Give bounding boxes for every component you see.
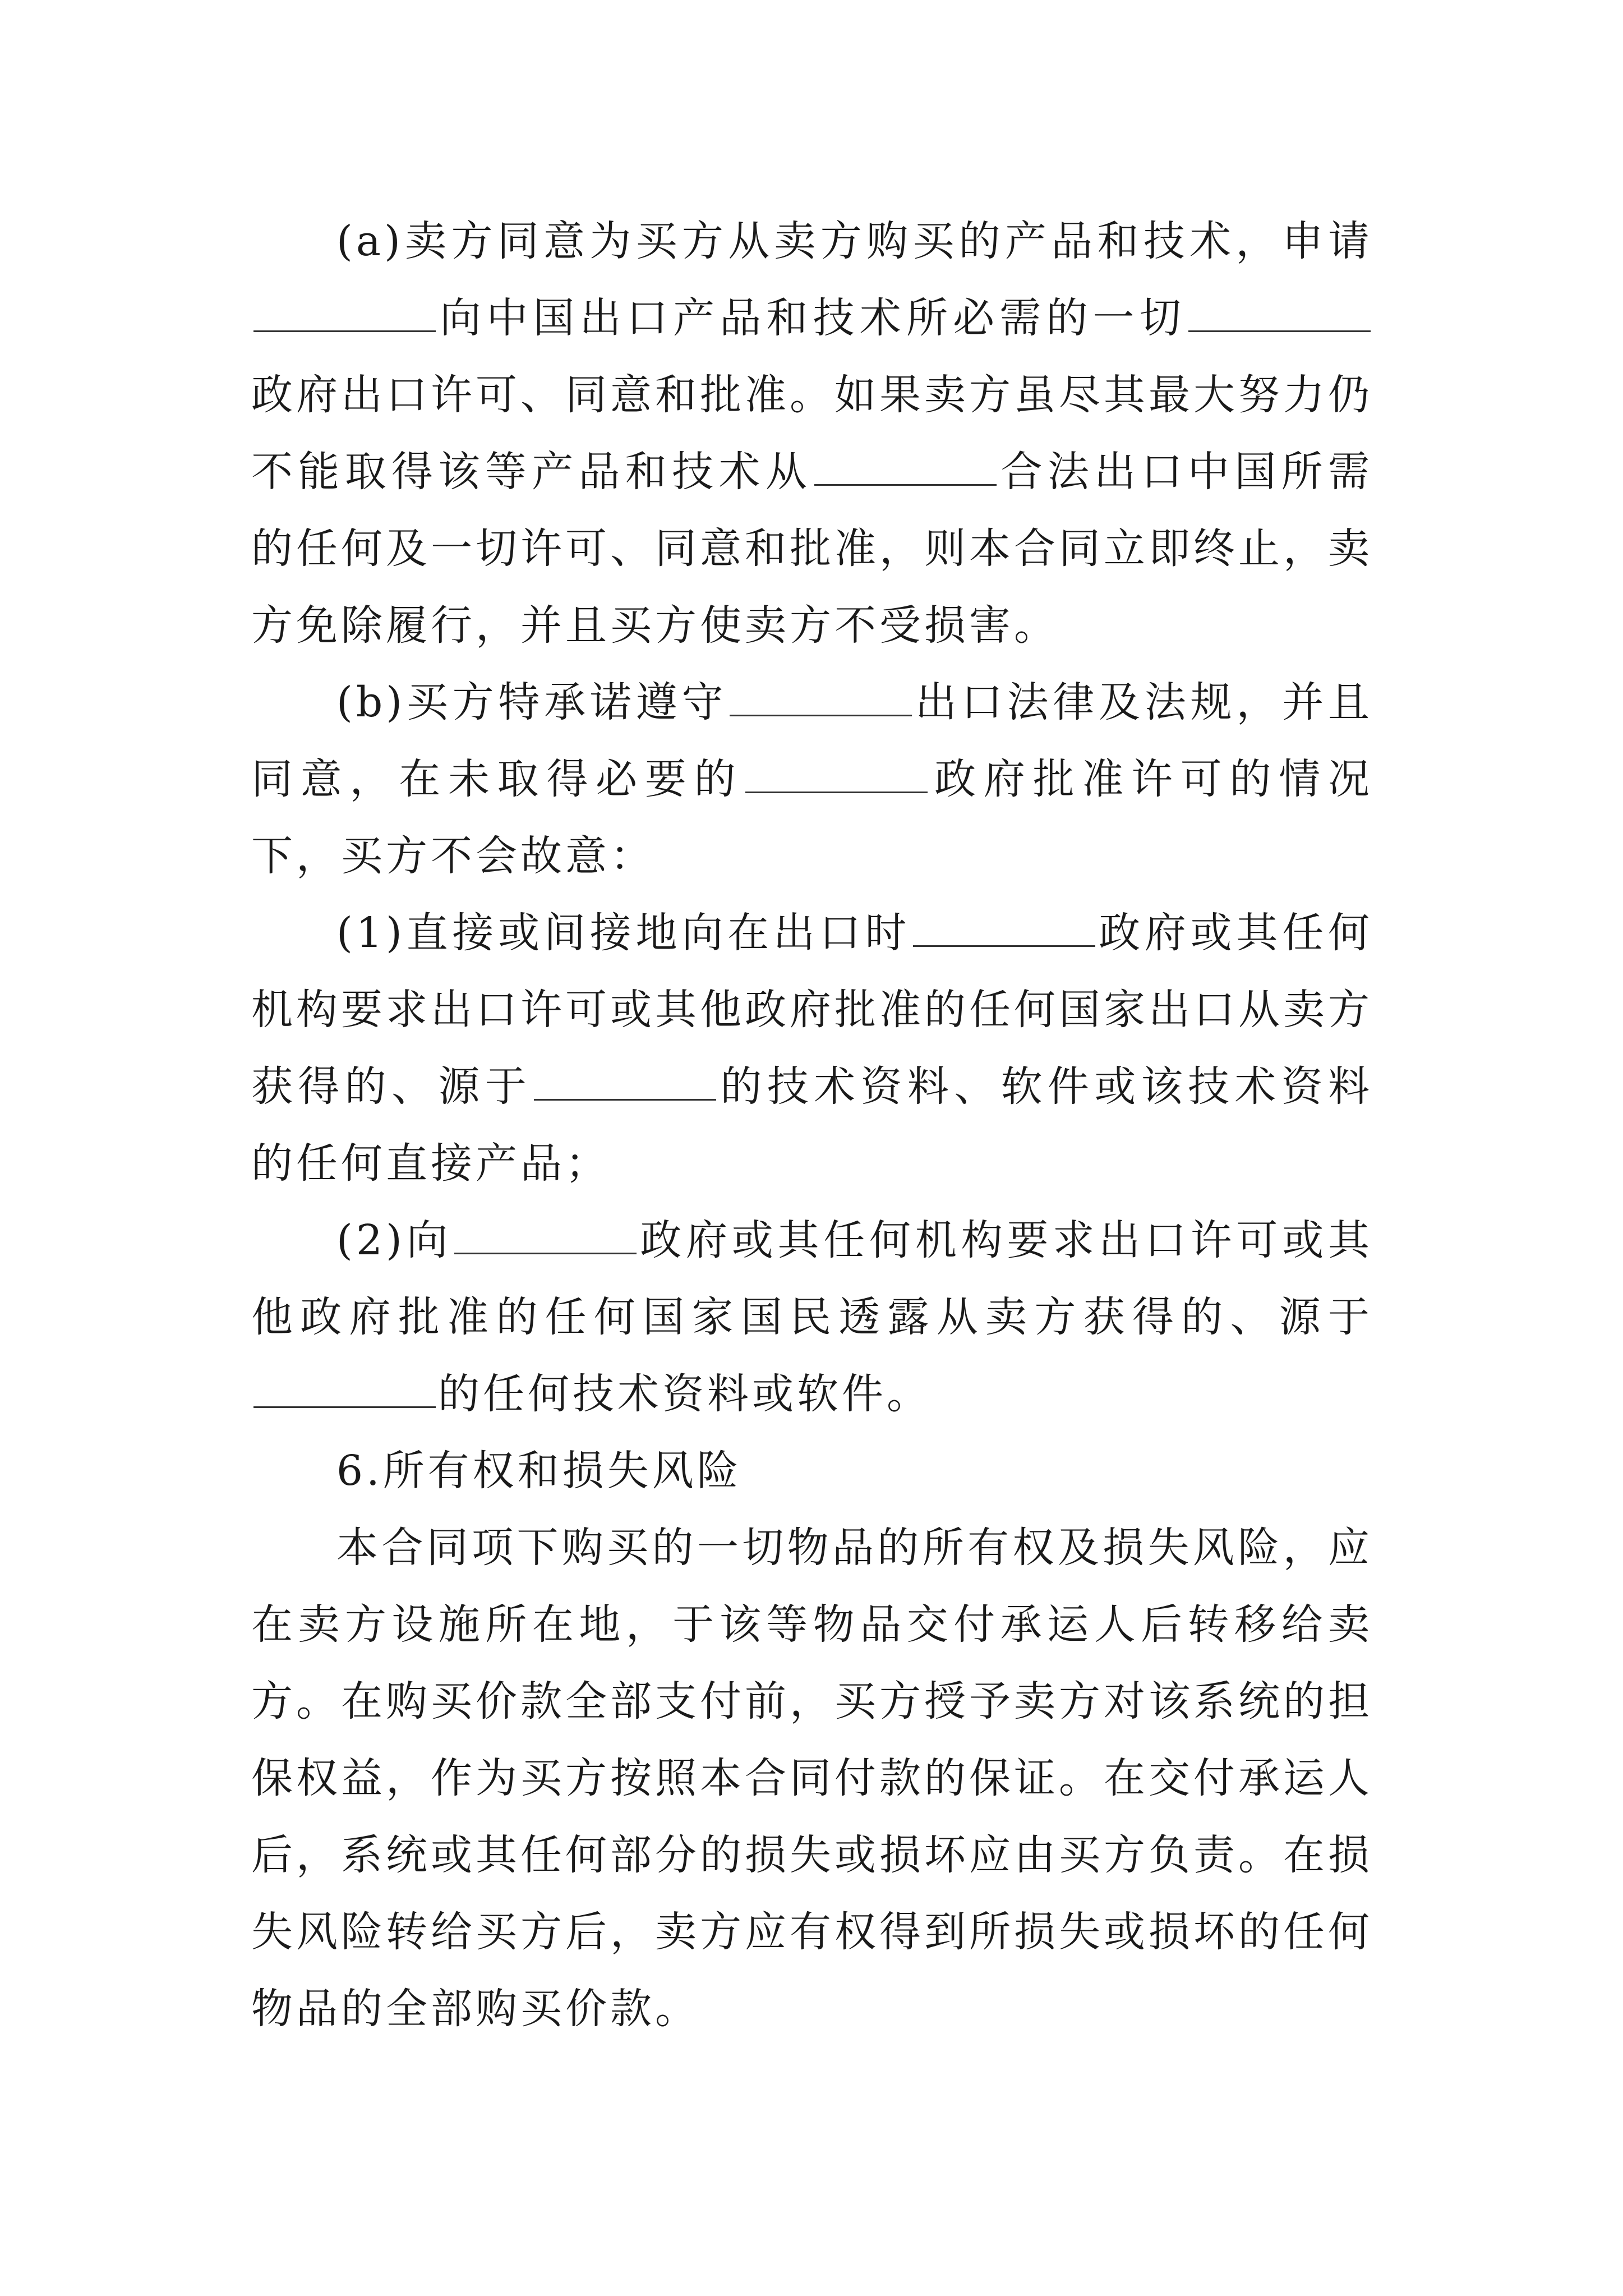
section-title: 6.所有权和损失风险 — [336, 1447, 742, 1495]
clause-b2-paragraph — [251, 1202, 1373, 1433]
text-segment: 本合同项下购买的一切物品的所有权及损失风险，应在卖方设施所在地，于该等物品交付承运人后转移给卖方。在购买价款全部支付前，买方授予卖方对该系统的担保权益，作为买方按照本合同付款的保证。在交付承运人后，系统或其任何部分的损失或损坏应由买方负责。在损失风险转给买方后，卖方应有权得到所损失或损坏的任何物品的全部购买价款。 — [251, 1524, 1373, 2033]
blank-line — [253, 1368, 436, 1408]
text-segment: (b)买方特承诺遵守 — [336, 678, 728, 726]
blank-line — [253, 292, 436, 332]
clause-b1-paragraph — [251, 895, 1373, 1202]
text-segment: 出口法律及法规，并且同意，在未取得必要的 — [251, 678, 1373, 803]
text-segment: 向中国出口产品和技术所必需的一切 — [438, 294, 1186, 342]
text-segment: (2)向 — [336, 1216, 453, 1264]
section-6-body — [251, 1510, 1373, 2047]
document-body — [251, 203, 1373, 2047]
text-segment: 合法出口中国所需的任何及一切许可、同意和批准，则本合同立即终止，卖方免除履行，并且买方使卖方不受损害。 — [251, 448, 1373, 650]
blank-line — [730, 677, 912, 716]
text-segment: 的技术资料、软件或该技术资料的任何直接产品； — [251, 1062, 1373, 1188]
section-6-heading — [251, 1433, 1373, 1510]
blank-line — [913, 907, 1095, 947]
blank-line — [454, 1214, 637, 1254]
text-segment: 的任何技术资料或软件。 — [438, 1370, 932, 1418]
blank-line — [745, 753, 928, 793]
text-segment: 政府批准许可的情况下，买方不会故意： — [251, 755, 1373, 880]
text-segment: (a)卖方同意为买方从卖方购买的产品和技术，申请 — [336, 217, 1373, 265]
text-segment: (1)直接或间接地向在出口时 — [336, 909, 911, 957]
clause-b-paragraph — [251, 664, 1373, 895]
blank-line — [814, 446, 997, 486]
text-segment: 政府或其任何机构要求出口许可或其他政府批准的任何国家国民透露从卖方获得的、源于 — [251, 1216, 1373, 1341]
text-segment: 政府出口许可、同意和批准。如果卖方虽尽其最大努力仍不能取得该等产品和技术从 — [251, 371, 1373, 496]
clause-a-paragraph — [251, 203, 1373, 664]
text-segment: 政府或其任何机构要求出口许可或其他政府批准的任何国家出口从卖方获得的、源于 — [251, 909, 1373, 1111]
blank-line — [1188, 292, 1371, 332]
blank-line — [534, 1061, 716, 1101]
